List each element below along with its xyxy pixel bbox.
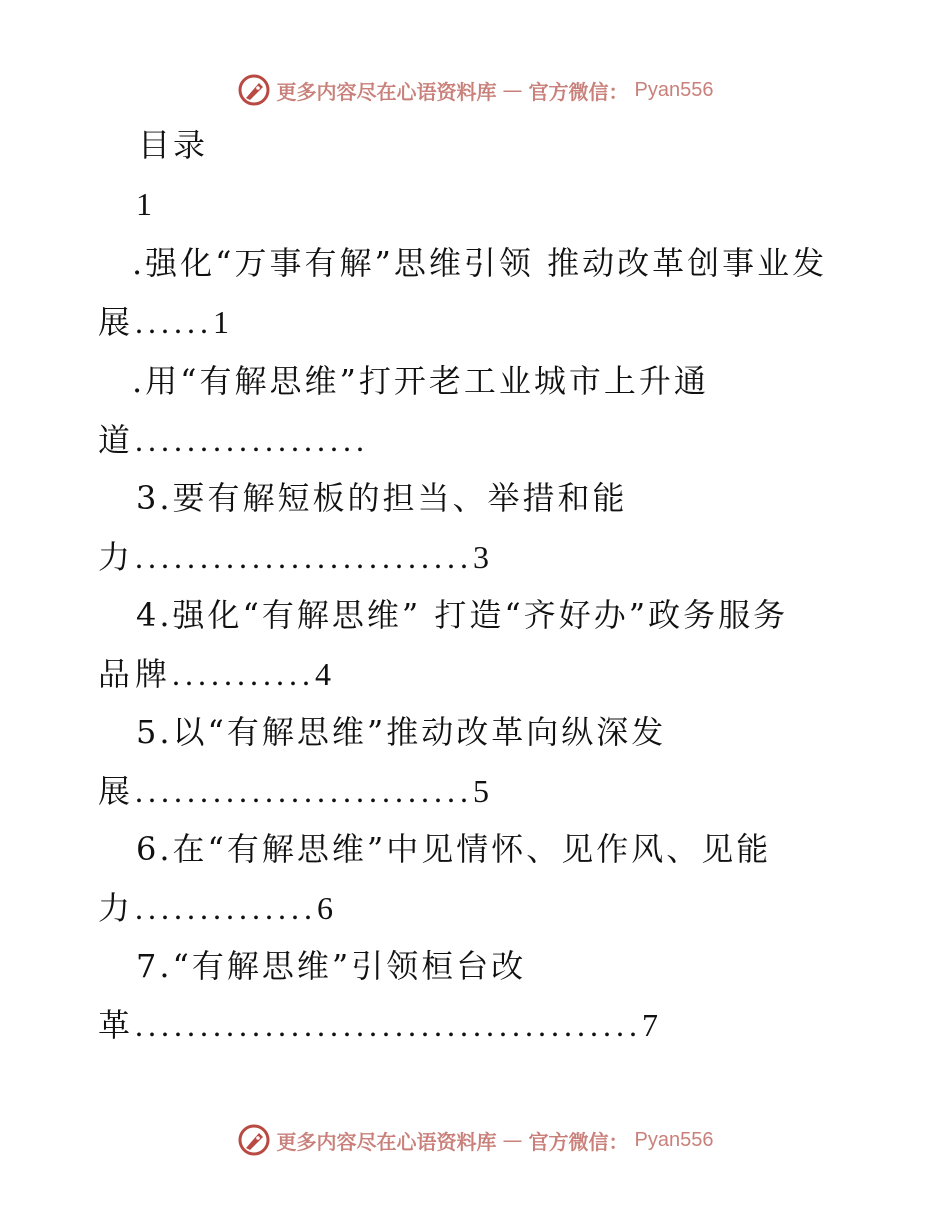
wechat-id: Pyan556 (634, 78, 714, 101)
toc-entry-1-line2: 展......1 (98, 304, 235, 340)
pen-nib-logo-icon (237, 73, 271, 107)
wechat-label: 官方微信： (528, 79, 629, 104)
toc-title: 目录 (138, 126, 209, 164)
toc-entry-7-line2: 革.......................................7 (98, 1007, 664, 1043)
header-watermark (0, 68, 950, 112)
toc-entry-5-line1: 5.以“有解思维”推动改革向纵深发 (136, 713, 667, 751)
toc-entry-7-line1: 7.“有解思维”引领桓台改 (136, 947, 527, 985)
wechat-id: Pyan556 (634, 1128, 714, 1151)
toc-entry-4-line1: 4.强化“有解思维” 打造“齐好办”政务服务 (136, 596, 789, 634)
toc-first-number: 1 (136, 186, 152, 222)
toc-entry-6-line1: 6.在“有解思维”中见情怀、见作风、见能 (136, 830, 772, 868)
watermark-separator: — (502, 78, 523, 102)
toc-entry-3-line2: 力..........................3 (98, 539, 495, 575)
toc-entry-2-line2: 道.................. (98, 422, 370, 458)
toc-entry-3-line1: 3.要有解短板的担当、举措和能 (136, 479, 628, 517)
pen-nib-logo-icon (237, 1123, 271, 1157)
watermark-text: 更多内容尽在心语资料库 (276, 1129, 497, 1154)
toc-entry-2-line1: .用“有解思维”打开老工业城市上升通 (132, 362, 709, 400)
toc-entry-1-line1: .强化“万事有解”思维引领 推动改革创事业发 (132, 244, 828, 282)
footer-watermark (0, 1118, 950, 1162)
wechat-label: 官方微信： (528, 1129, 629, 1154)
watermark-separator: — (502, 1128, 523, 1152)
toc-entry-6-line2: 力..............6 (98, 890, 339, 926)
toc-entry-4-line2: 品牌...........4 (98, 656, 337, 692)
toc-entry-5-line2: 展..........................5 (98, 773, 495, 809)
watermark-text: 更多内容尽在心语资料库 (276, 79, 497, 104)
